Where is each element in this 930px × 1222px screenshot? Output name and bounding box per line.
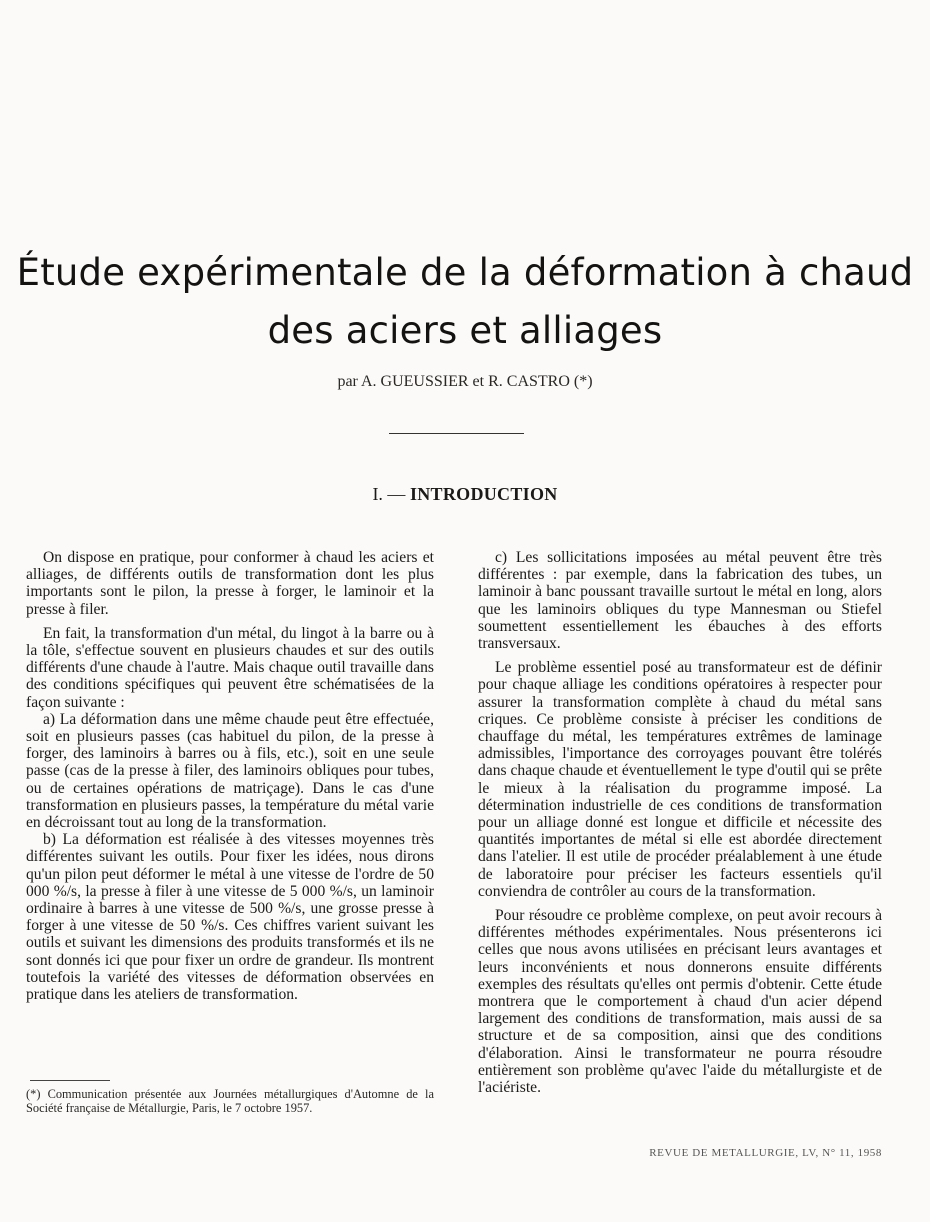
running-footer: REVUE DE METALLURGIE, LV, N° 11, 1958 — [649, 1147, 882, 1159]
left-paragraph-3: a) La déformation dans une même chaude peut être effectuée, soit en plusieurs passes (cas habituel du pilon, de la presse à forger, des laminoirs à barres ou à fils, etc.), soit en une seule passe (cas de la presse à filer, des laminoirs obliques pour tubes, ou de certaines opérations de matriçage). Dans le cas d'une transformation en plusieurs passes, la température du métal varie en décroissant tout au long de la transformation. — [26, 710, 434, 832]
right-paragraph-3: Pour résoudre ce problème complexe, on peut avoir recours à différentes méthodes expérimentales. Nous présenterons ici celles que nous avons utilisées en précisant leurs avantages et leurs inconvénients et nous donnerons ensuite différents exemples des résultats qu'elles ont permis d'obtenir. Cette étude montrera que le comportement à chaud d'un acier dépend largement des conditions de transformation, mais aussi de sa structure et de sa composition, ainsi que des conditions d'élaboration. Ainsi le transformateur ne pourra résoudre entièrement son problème qu'avec l'aide du métallurgiste et de l'aciériste. — [478, 907, 882, 1097]
left-paragraph-4: b) La déformation est réalisée à des vitesses moyennes très différentes suivant les outils. Pour fixer les idées, nous dirons qu'un pilon peut déformer le métal à une vitesse de l'ordre de 50 000 %/s, la presse à filer à une vitesse de 5 000 %/s, un laminoir ordinaire à barres à une vitesse de 500 %/s, une grosse presse à forger à une vitesse de 50 %/s. Ces chiffres varient suivant les outils et suivant les dimensions des produits transformés et ils ne sont donnés ici que pour fixer un ordre de grandeur. Ils montrent toutefois la variété des vitesses de déformation observées en pratique dans les ateliers de transformation. — [26, 831, 434, 1004]
left-column — [26, 549, 434, 1003]
section-title: INTRODUCTION — [409, 484, 558, 504]
right-paragraph-1: c) Les sollicitations imposées au métal peuvent être très différentes : par exemple, dans la fabrication des tubes, un laminoir à banc poussant travaille surtout le métal en long, alors que les laminoirs obliques du type Mannesman ou Stiefel soumettent essentiellement les ébauches à des efforts transversaux. — [478, 549, 882, 653]
right-paragraph-2: Le problème essentiel posé au transformateur est de définir pour chaque alliage les conditions opératoires à respecter pour assurer la transformation complète à chaud du métal sans criques. Ce problème consiste à préciser les conditions de chauffage du métal, les températures extrêmes de laminage admissibles, l'importance des corroyages pouvant être tolérés dans chaque chaude et éventuellement le type d'outil qui se prête le mieux à la réalisation du programme imposé. La détermination industrielle de ces conditions de transformation pour un alliage donné est longue et difficile et nécessite des quantités importantes de métal si elle est abordée directement dans l'atelier. Il est utile de procéder préalablement à une étude de laboratoire pour préciser les facteurs essentiels qu'il conviendra de contrôler au cours de la transformation. — [478, 659, 882, 900]
section-number: I. — — [372, 484, 406, 504]
article-title-line-1: Étude expérimentale de la déformation à chaud — [16, 251, 914, 294]
footnote: (*) Communication présentée aux Journées métallurgiques d'Automne de la Société française de Métallurgie, Paris, le 7 octobre 1957. — [26, 1087, 434, 1115]
article-title-line-2: des aciers et alliages — [267, 309, 663, 352]
article-title — [0, 244, 930, 360]
author-byline: par A. GUEUSSIER et R. CASTRO (*) — [337, 373, 593, 390]
section-heading — [0, 484, 930, 505]
footnote-rule — [30, 1080, 110, 1081]
title-divider — [389, 433, 524, 434]
left-paragraph-1: On dispose en pratique, pour conformer à chaud les aciers et alliages, de différents outils de transformation dont les plus importants sont le pilon, la presse à forger, le laminoir et la presse à filer. — [26, 549, 434, 618]
left-paragraph-2: En fait, la transformation d'un métal, du lingot à la barre ou à la tôle, s'effectue souvent en plusieurs chaudes et sur des outils différents d'une chaude à l'autre. Mais chaque outil travaille dans des conditions spécifiques qui peuvent être schématisées de la façon suivante : — [26, 624, 434, 711]
right-column — [478, 549, 882, 1103]
